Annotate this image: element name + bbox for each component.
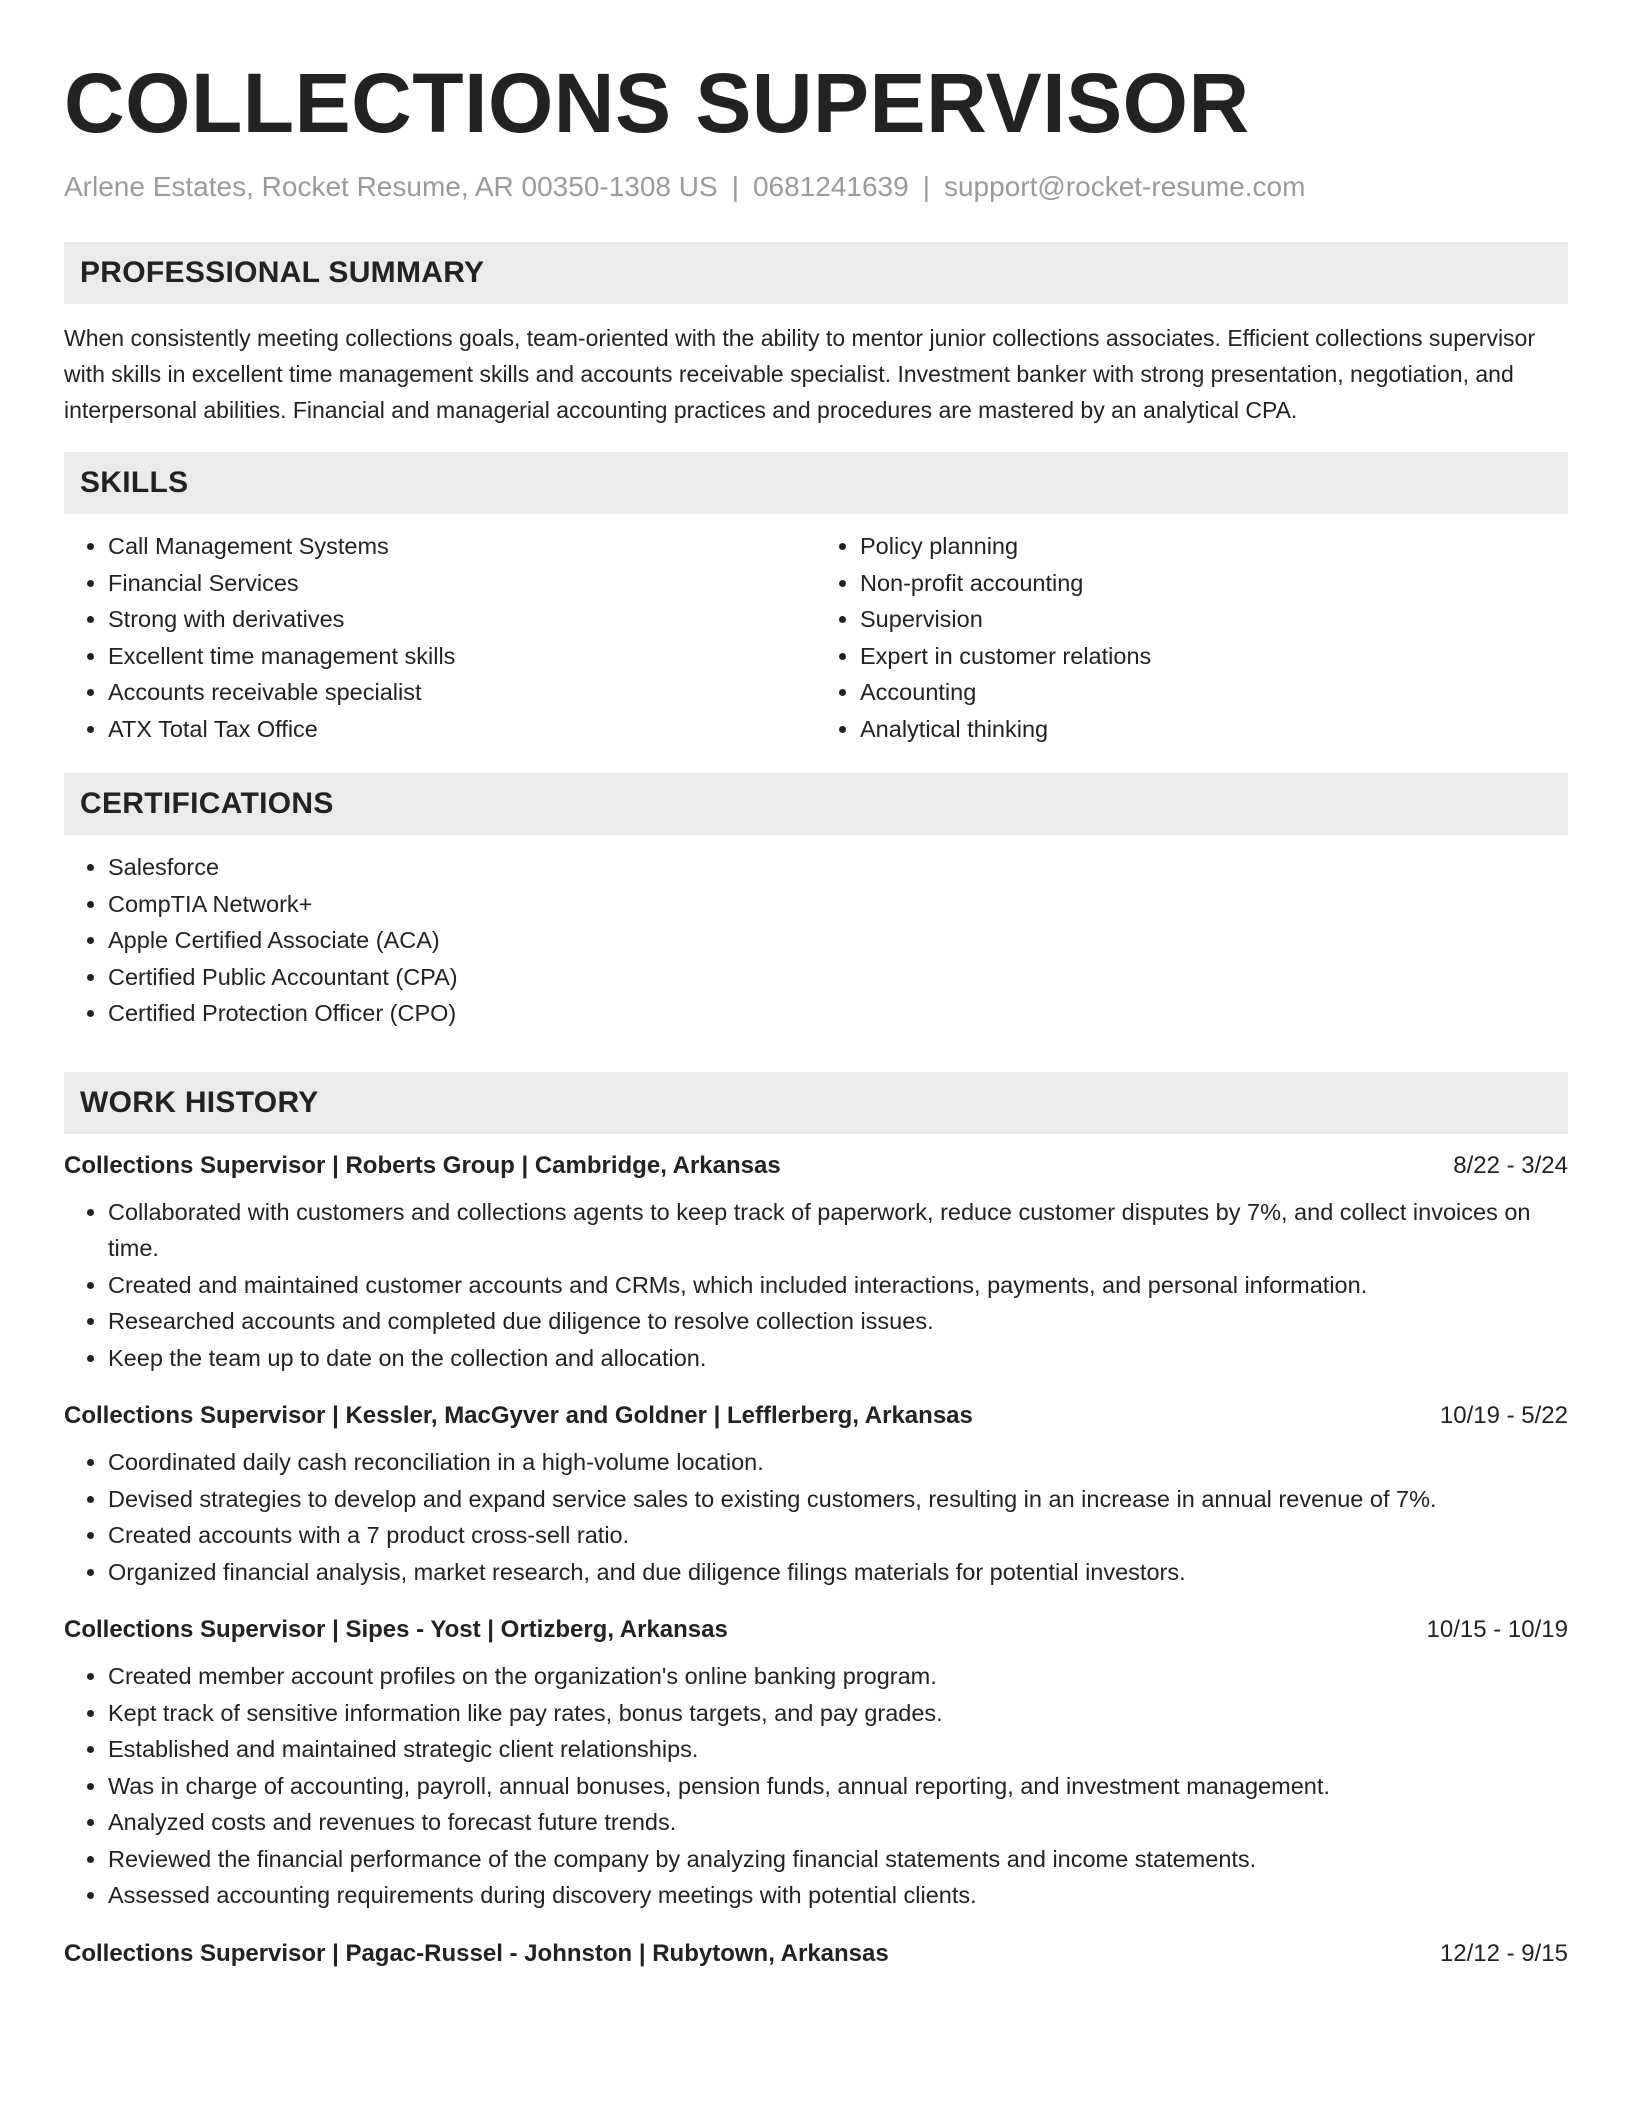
skill-item: • Policy planning	[860, 528, 1568, 565]
job-title: Collections Supervisor | Pagac-Russel - Johnston | Rubytown, Arkansas	[64, 1939, 889, 1967]
job-dates: 12/12 - 9/15	[1439, 1939, 1568, 1967]
job-bullet: • Kept track of sensitive information like pay rates, bonus targets, and pay grades.	[108, 1695, 1568, 1732]
job-bullet: • Collaborated with customers and collections agents to keep track of paperwork, reduce customer disputes by 7%, and collect invoices on time.	[108, 1194, 1568, 1267]
job-bullet: • Reviewed the financial performance of the company by analyzing financial statements and income statements.	[108, 1841, 1568, 1878]
certification-item: • Salesforce	[108, 849, 1568, 886]
summary-heading-bar	[64, 242, 1568, 304]
job-bullet: • Assessed accounting requirements during discovery meetings with potential clients.	[108, 1877, 1568, 1914]
job-bullet: • Created accounts with a 7 product cross-sell ratio.	[108, 1517, 1568, 1554]
job-bullet: • Established and maintained strategic client relationships.	[108, 1731, 1568, 1768]
skills-heading: SKILLS	[80, 466, 189, 499]
separator: |	[922, 171, 930, 202]
job-header	[64, 1402, 1568, 1430]
skill-item: • ATX Total Tax Office	[108, 711, 816, 748]
certifications-heading: CERTIFICATIONS	[80, 787, 334, 820]
skill-item: • Accounts receivable specialist	[108, 674, 816, 711]
summary-text: When consistently meeting collections goals, team-oriented with the ability to mentor junior collections associates. Efficient collections supervisor with skills in excellent time management skills and accounts receivable specialist. Investment banker with strong presentation, negotiation, and interpersonal abilities. Financial and managerial accounting practices and procedures are mastered by an analytical CPA.	[64, 325, 1536, 423]
job-header	[64, 1940, 1568, 1968]
skill-item: • Excellent time management skills	[108, 638, 816, 675]
skill-item: • Financial Services	[108, 565, 816, 602]
job-entry	[64, 1940, 1568, 1968]
address-text: Arlene Estates, Rocket Resume, AR 00350-1308 US	[64, 171, 718, 202]
job-dates: 10/19 - 5/22	[1439, 1402, 1568, 1429]
work-heading: WORK HISTORY	[80, 1085, 319, 1119]
skill-item: • Strong with derivatives	[108, 601, 816, 638]
job-title: Collections Supervisor | Sipes - Yost | Ortizberg, Arkansas	[64, 1616, 728, 1643]
skills-columns	[64, 528, 1568, 747]
job-dates: 10/15 - 10/19	[1426, 1616, 1568, 1643]
contact-line	[64, 170, 1568, 204]
job-bullet: • Created and maintained customer accounts and CRMs, which included interactions, payments, and personal information.	[108, 1267, 1568, 1304]
summary-heading: PROFESSIONAL SUMMARY	[80, 256, 485, 289]
job-entry	[64, 1152, 1568, 1377]
job-bullets	[64, 1444, 1568, 1590]
skill-item: • Non-profit accounting	[860, 565, 1568, 602]
job-header	[64, 1616, 1568, 1644]
certification-item: • Apple Certified Associate (ACA)	[108, 922, 1568, 959]
job-entry	[64, 1616, 1568, 1914]
separator: |	[731, 171, 739, 202]
phone-text: 0681241639	[752, 171, 909, 202]
email-link[interactable]: support@rocket-resume.com	[943, 171, 1306, 202]
job-bullet: • Researched accounts and completed due diligence to resolve collection issues.	[108, 1303, 1568, 1340]
skills-heading-bar	[64, 452, 1568, 514]
job-entry	[64, 1402, 1568, 1590]
job-title: Collections Supervisor | Roberts Group | Cambridge, Arkansas	[64, 1151, 781, 1179]
skill-item: • Supervision	[860, 601, 1568, 638]
job-dates: 8/22 - 3/24	[1453, 1151, 1568, 1179]
job-bullet: • Created member account profiles on the organization's online banking program.	[108, 1658, 1568, 1695]
job-bullet: • Devised strategies to develop and expand service sales to existing customers, resulting in an increase in annual revenue of 7%.	[108, 1481, 1568, 1518]
skill-item: • Accounting	[860, 674, 1568, 711]
work-heading-bar	[64, 1072, 1568, 1134]
job-bullet: • Coordinated daily cash reconciliation in a high-volume location.	[108, 1444, 1568, 1481]
certification-item: • Certified Public Accountant (CPA)	[108, 959, 1568, 996]
skills-list-left	[64, 528, 816, 747]
job-bullets	[64, 1658, 1568, 1914]
skill-item: • Analytical thinking	[860, 711, 1568, 748]
skill-item: • Call Management Systems	[108, 528, 816, 565]
job-title: Collections Supervisor | Kessler, MacGyver and Goldner | Lefflerberg, Arkansas	[64, 1402, 973, 1429]
job-bullet: • Organized financial analysis, market research, and due diligence filings materials for potential investors.	[108, 1554, 1568, 1591]
job-bullet: • Analyzed costs and revenues to forecast future trends.	[108, 1804, 1568, 1841]
certifications-list	[64, 849, 1568, 1032]
job-bullet: • Was in charge of accounting, payroll, annual bonuses, pension funds, annual reporting, and investment management.	[108, 1768, 1568, 1805]
job-bullet: • Keep the team up to date on the collection and allocation.	[108, 1340, 1568, 1377]
certifications-heading-bar	[64, 773, 1568, 835]
page-title: COLLECTIONS SUPERVISOR	[64, 56, 1250, 150]
certification-item: • CompTIA Network+	[108, 886, 1568, 923]
certification-item: • Certified Protection Officer (CPO)	[108, 995, 1568, 1032]
skills-list-right	[816, 528, 1568, 747]
skill-item: • Expert in customer relations	[860, 638, 1568, 675]
job-bullets	[64, 1194, 1568, 1377]
job-header	[64, 1152, 1568, 1180]
